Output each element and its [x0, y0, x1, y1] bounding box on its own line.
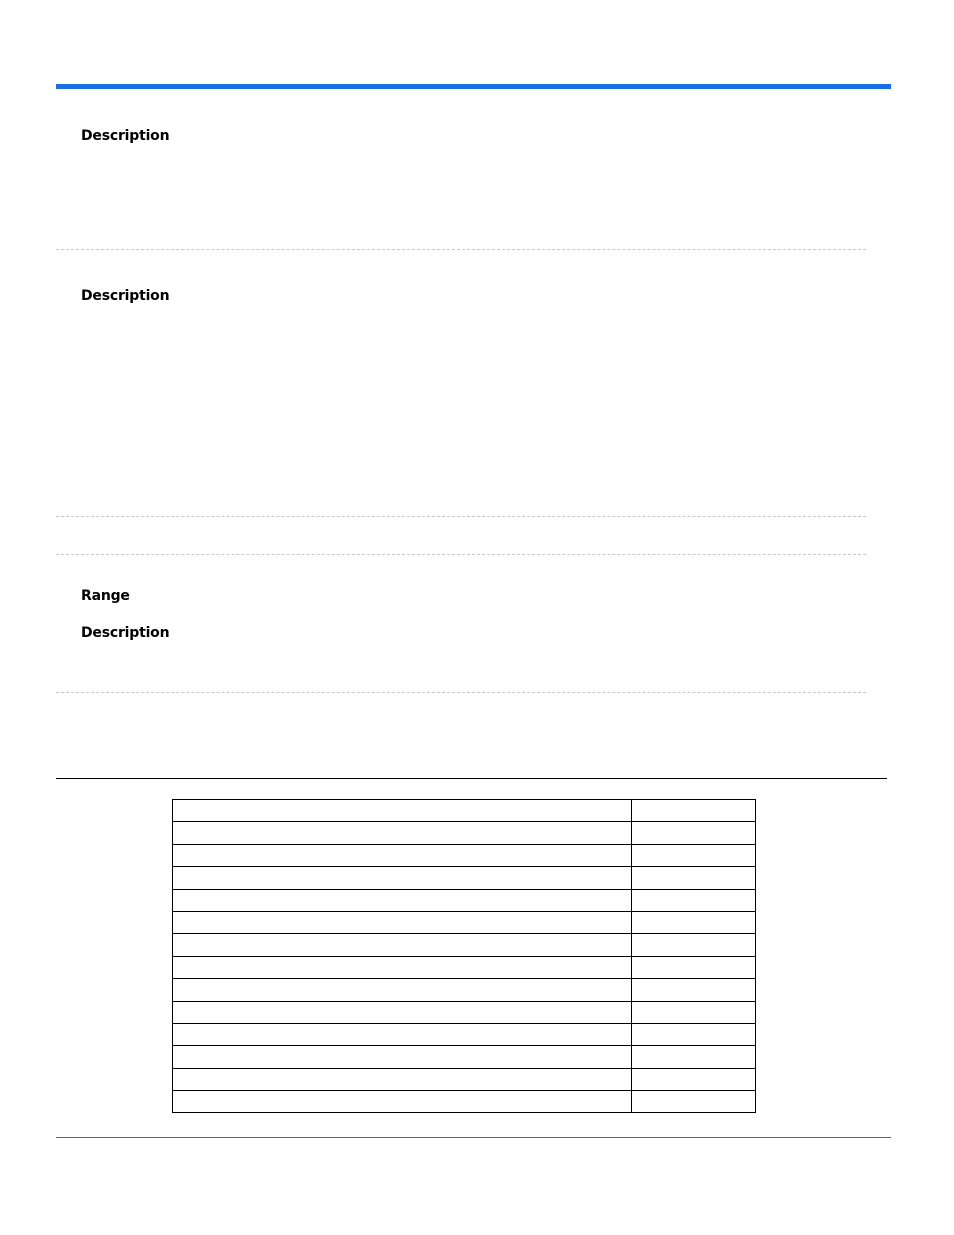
table-cell-value	[632, 1023, 756, 1045]
table-row	[173, 1001, 756, 1023]
table-cell-name	[173, 911, 632, 933]
table-cell-name	[173, 956, 632, 978]
section-label-description-2: Description	[81, 288, 170, 304]
section-divider-3	[56, 554, 866, 555]
table-cell-value	[632, 934, 756, 956]
table-cell-value	[632, 800, 756, 822]
section-divider-2	[56, 516, 866, 517]
section-divider-1	[56, 249, 866, 250]
table-row	[173, 911, 756, 933]
table-cell-value	[632, 956, 756, 978]
table-cell-value	[632, 1091, 756, 1113]
table-row	[173, 867, 756, 889]
table-cell-value	[632, 822, 756, 844]
table-row	[173, 822, 756, 844]
table-row	[173, 1091, 756, 1113]
table-cell-name	[173, 889, 632, 911]
table-cell-name	[173, 1091, 632, 1113]
table-cell-value	[632, 844, 756, 866]
table-cell-value	[632, 1068, 756, 1090]
table-row	[173, 800, 756, 822]
table-cell-name	[173, 1068, 632, 1090]
table-cell-value	[632, 911, 756, 933]
table-cell-value	[632, 1046, 756, 1068]
table-cell-value	[632, 1001, 756, 1023]
table-row	[173, 934, 756, 956]
table-row	[173, 1046, 756, 1068]
table-row	[173, 844, 756, 866]
section-label-description-1: Description	[81, 128, 170, 144]
table-cell-name	[173, 979, 632, 1001]
table-cell-name	[173, 822, 632, 844]
table-row	[173, 956, 756, 978]
table-cell-name	[173, 844, 632, 866]
table-cell-name	[173, 867, 632, 889]
table-cell-value	[632, 979, 756, 1001]
footer-rule	[56, 1137, 891, 1138]
section-divider-4	[56, 692, 866, 693]
table-row	[173, 1068, 756, 1090]
table-cell-name	[173, 1001, 632, 1023]
section-label-description-3: Description	[81, 625, 170, 641]
table-cell-value	[632, 889, 756, 911]
table-cell-value	[632, 867, 756, 889]
table-top-rule	[56, 778, 887, 779]
table-row	[173, 889, 756, 911]
table-row	[173, 979, 756, 1001]
table-row	[173, 1023, 756, 1045]
table-cell-name	[173, 934, 632, 956]
section-label-range: Range	[81, 588, 130, 604]
data-table	[172, 799, 756, 1113]
table-cell-name	[173, 800, 632, 822]
table-cell-name	[173, 1046, 632, 1068]
header-accent-bar	[56, 84, 891, 89]
table-cell-name	[173, 1023, 632, 1045]
table-body	[173, 800, 756, 1113]
